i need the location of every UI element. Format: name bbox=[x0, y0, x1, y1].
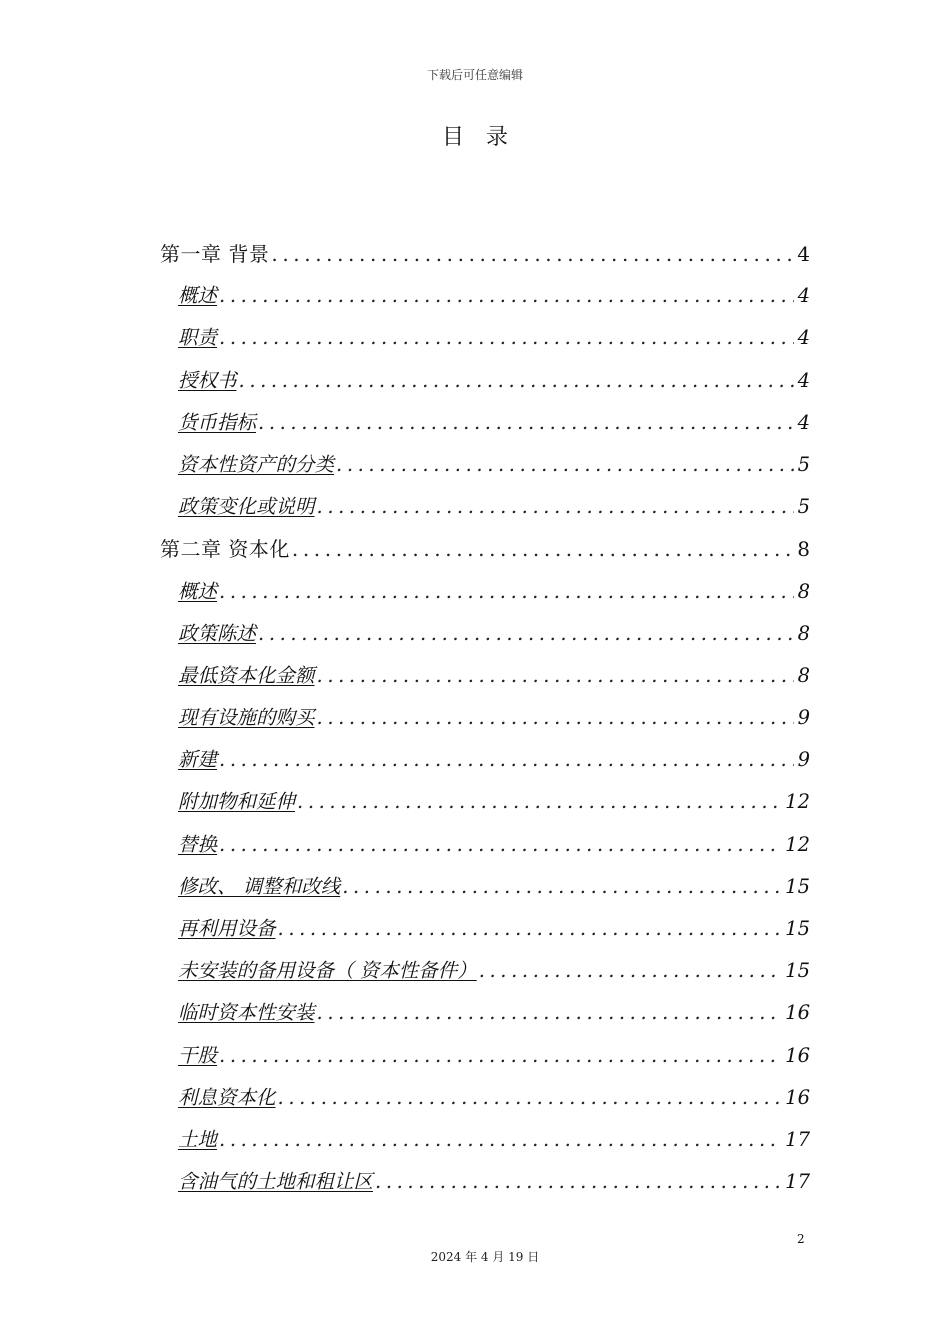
dot-leader bbox=[315, 697, 794, 739]
toc-entry-page-number: 15 bbox=[785, 917, 810, 940]
toc-section-entry[interactable] bbox=[160, 697, 810, 739]
toc-section-entry[interactable] bbox=[160, 571, 810, 613]
toc-entry-page-number: 5 bbox=[797, 452, 810, 476]
dot-leader bbox=[334, 444, 794, 486]
toc-entry-label[interactable]: 概述 bbox=[178, 284, 218, 308]
toc-entry-label[interactable]: 概述 bbox=[178, 579, 218, 603]
toc-entry-label[interactable]: 干股 bbox=[178, 1043, 218, 1067]
toc-entry-page-number: 5 bbox=[797, 495, 810, 519]
toc-section-entry[interactable] bbox=[160, 402, 810, 444]
toc-section-entry[interactable] bbox=[160, 444, 810, 486]
toc-entry-page-number: 12 bbox=[785, 832, 810, 856]
toc-section-entry[interactable] bbox=[160, 824, 810, 866]
dot-leader bbox=[217, 824, 781, 866]
toc-section-entry[interactable] bbox=[160, 655, 810, 697]
toc-entry-page-number: 8 bbox=[797, 621, 810, 645]
toc-entry-page-number: 16 bbox=[785, 1085, 810, 1109]
toc-entry-label[interactable]: 最低资本化金额 bbox=[178, 663, 315, 687]
dot-leader bbox=[217, 317, 794, 359]
toc-entry-label[interactable]: 利息资本化 bbox=[178, 1085, 276, 1109]
dot-leader bbox=[290, 528, 793, 570]
toc-entry-label[interactable]: 货币指标 bbox=[178, 410, 257, 434]
toc-section-entry[interactable] bbox=[160, 317, 810, 359]
toc-entry-page-number: 8 bbox=[797, 663, 810, 687]
dot-leader bbox=[217, 739, 794, 781]
dot-leader bbox=[217, 275, 794, 317]
dot-leader bbox=[256, 613, 794, 655]
toc-section-entry[interactable] bbox=[160, 739, 810, 781]
dot-leader bbox=[269, 233, 793, 275]
dot-leader bbox=[373, 1161, 781, 1203]
page-number: 2 bbox=[797, 1232, 805, 1246]
toc-entry-page-number: 4 bbox=[797, 326, 810, 350]
toc-section-entry[interactable] bbox=[160, 781, 810, 823]
toc-entry-label[interactable]: 替换 bbox=[178, 832, 218, 856]
toc-section-entry[interactable] bbox=[160, 992, 810, 1034]
dot-leader bbox=[217, 1035, 781, 1077]
toc-entry-page-number: 15 bbox=[785, 959, 810, 983]
toc-section-entry[interactable] bbox=[160, 360, 810, 402]
page-header: 下载后可任意编辑 bbox=[426, 68, 523, 82]
toc-entry-page-number: 4 bbox=[797, 242, 810, 266]
toc-section-entry[interactable] bbox=[160, 613, 810, 655]
toc-entry-label[interactable]: 资本性资产的分类 bbox=[178, 452, 335, 476]
toc-entry-label[interactable]: 职责 bbox=[178, 326, 218, 350]
toc-entry-page-number: 17 bbox=[785, 1170, 810, 1194]
toc-entry-page-number: 15 bbox=[785, 874, 810, 898]
dot-leader bbox=[276, 908, 782, 950]
toc-section-entry[interactable] bbox=[160, 1035, 810, 1077]
toc-title: 目录 bbox=[441, 125, 530, 150]
toc-entry-page-number: 17 bbox=[785, 1127, 810, 1151]
toc-entry-page-number: 8 bbox=[797, 537, 810, 562]
dot-leader bbox=[295, 781, 781, 823]
dot-leader bbox=[217, 571, 794, 613]
dot-leader bbox=[315, 992, 782, 1034]
toc-entry-label[interactable]: 未安装的备用设备（ 资本性备件） bbox=[178, 959, 477, 983]
dot-leader bbox=[340, 866, 781, 908]
toc-chapter-entry[interactable] bbox=[160, 528, 810, 570]
toc-entry-page-number: 9 bbox=[797, 748, 810, 772]
toc-entry-page-number: 4 bbox=[797, 368, 810, 392]
toc-entry-label[interactable]: 现有设施的购买 bbox=[178, 706, 315, 730]
dot-leader bbox=[237, 360, 794, 402]
dot-leader bbox=[315, 655, 794, 697]
toc-entry-label[interactable]: 修改、 调整和改线 bbox=[178, 874, 341, 898]
table-of-contents bbox=[160, 233, 810, 1203]
toc-section-entry[interactable] bbox=[160, 1119, 810, 1161]
toc-entry-page-number: 16 bbox=[785, 1043, 810, 1067]
toc-entry-page-number: 4 bbox=[797, 410, 810, 434]
dot-leader bbox=[276, 1077, 782, 1119]
footer-date: 2024 年 4 月 19 日 bbox=[430, 1250, 540, 1264]
toc-entry-label[interactable]: 第一章 背景 bbox=[160, 242, 270, 266]
dot-leader bbox=[217, 1119, 781, 1161]
toc-entry-label[interactable]: 授权书 bbox=[178, 368, 237, 392]
toc-section-entry[interactable] bbox=[160, 866, 810, 908]
toc-section-entry[interactable] bbox=[160, 1161, 810, 1203]
toc-entry-label[interactable]: 新建 bbox=[178, 748, 218, 772]
toc-entry-label[interactable]: 含油气的土地和租让区 bbox=[178, 1170, 374, 1194]
toc-entry-label[interactable]: 附加物和延伸 bbox=[178, 790, 296, 814]
toc-section-entry[interactable] bbox=[160, 908, 810, 950]
toc-entry-page-number: 12 bbox=[785, 790, 810, 814]
toc-entry-label[interactable]: 政策陈述 bbox=[178, 621, 257, 645]
toc-entry-page-number: 8 bbox=[797, 579, 810, 603]
toc-entry-label[interactable]: 第二章 资本化 bbox=[160, 537, 290, 562]
toc-entry-page-number: 4 bbox=[797, 284, 810, 308]
toc-section-entry[interactable] bbox=[160, 950, 810, 992]
dot-leader bbox=[315, 486, 794, 528]
toc-section-entry[interactable] bbox=[160, 275, 810, 317]
toc-entry-page-number: 9 bbox=[797, 706, 810, 730]
dot-leader bbox=[477, 950, 781, 992]
toc-entry-label[interactable]: 土地 bbox=[178, 1127, 218, 1151]
toc-section-entry[interactable] bbox=[160, 1077, 810, 1119]
toc-entry-label[interactable]: 政策变化或说明 bbox=[178, 495, 315, 519]
toc-chapter-entry[interactable] bbox=[160, 233, 810, 275]
toc-entry-label[interactable]: 再利用设备 bbox=[178, 917, 276, 940]
toc-section-entry[interactable] bbox=[160, 486, 810, 528]
dot-leader bbox=[256, 402, 794, 444]
toc-entry-label[interactable]: 临时资本性安装 bbox=[178, 1001, 315, 1025]
toc-entry-page-number: 16 bbox=[785, 1001, 810, 1025]
